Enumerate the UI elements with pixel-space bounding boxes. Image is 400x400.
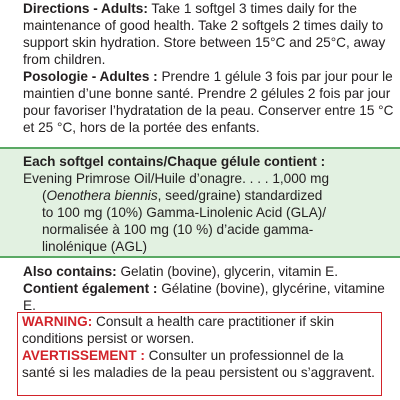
directions-english-text: Take 1 softgel 3 times daily for the maintenance of good health. Take 2 softgels 2 times daily to support skin hydration. Store between 15°C and 25°C, away from children. [23,1,386,67]
also-contains-french [23,280,393,314]
ingredient-line-3: to 100 mg (10%) Gamma-Linolenic Acid (GLA)/ [42,205,327,220]
directions-french-text: Prendre 1 gélule 3 fois par jour pour le maintien d’une bonne santé. Prendre 2 gélules 2 fois par jour pour favoriser l’hydratation de la peau. Conserver entre 15 °C et 25 °C, hors de la portée des enfants. [23,69,394,135]
also-contains-section [23,263,393,314]
also-contains-english-text: Gelatin (bovine), glycerin, vitamin E. [120,264,339,279]
ingredient-line-5: linolénique (AGL) [42,239,148,254]
ingredient-name: Evening Primrose Oil/Huile d’onagre. . . . [23,171,269,186]
directions-french [23,68,398,136]
ingredient-line-1 [23,170,393,187]
warning-box [17,312,382,396]
ingredient-latin-name: Oenothera biennis [46,188,158,203]
ingredients-panel [0,149,400,256]
directions-french-heading: Posologie - Adultes : [23,69,158,84]
ingredient-line-4: normalisée à 100 mg (10 %) d’acide gamma- [42,222,314,237]
warning-content [22,313,377,381]
divider-bottom [0,256,400,258]
warning-english-heading: WARNING: [22,314,93,329]
ingredient-line-2 [23,187,393,204]
ingredient-line-2-open: ( [42,188,47,203]
ingredients-content [23,153,393,255]
directions-english [23,0,398,68]
also-contains-french-text: Gélatine (bovine), glycérine, vitamine E. [23,281,385,313]
warning-french-heading: AVERTISSEMENT : [22,348,145,363]
warning-french [22,347,377,381]
ingredient-line-2-rest: , seed/graine) standardized [157,188,323,203]
warning-french-text: Consulter un professionnel de la santé si les maladies de la peau persistent ou s’aggravent. [22,348,375,380]
directions-english-heading: Directions - Adults: [23,1,148,16]
warning-english-text: Consult a health care practitioner if skin conditions persist or worsen. [22,314,335,346]
warning-english [22,313,377,347]
also-contains-english-heading: Also contains: [23,264,117,279]
also-contains-english [23,263,393,280]
ingredient-amount: 1,000 mg [272,171,330,186]
also-contains-french-heading: Contient également : [23,281,158,296]
ingredients-heading: Each softgel contains/Chaque gélule contient : [23,154,326,169]
directions-section [23,0,398,136]
